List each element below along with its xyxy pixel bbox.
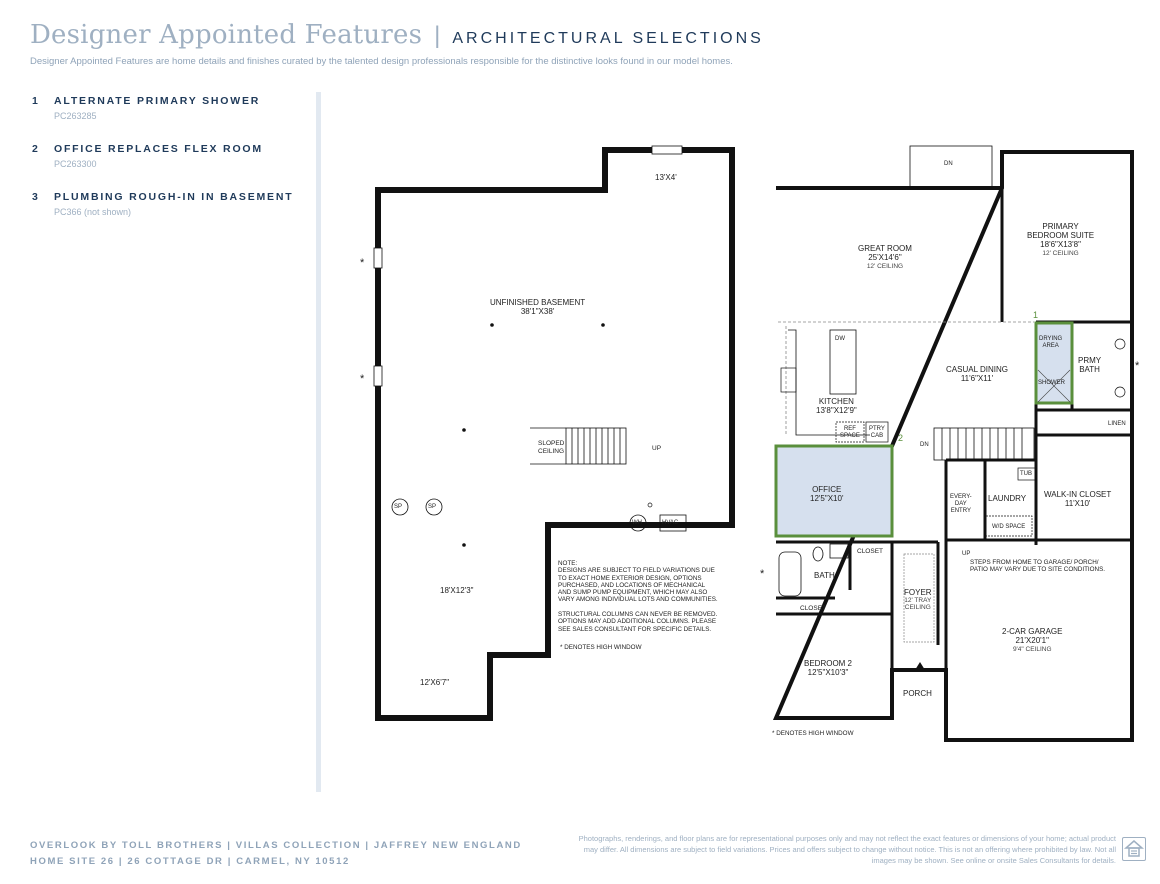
- feature-item: [32, 143, 302, 169]
- high-window-text: DENOTES HIGH WINDOW: [776, 730, 854, 737]
- feature-item: [32, 95, 302, 121]
- basement-window: [652, 146, 682, 154]
- garage-dim: 21'X20'1": [1015, 636, 1049, 645]
- office-label: [810, 485, 843, 503]
- main-stairs: [934, 428, 1034, 460]
- garage-up-label: UP: [962, 551, 971, 557]
- deck-dn: DN: [944, 161, 953, 167]
- basement-window: [374, 366, 382, 386]
- primary-ceiling: 12' CEILING: [1042, 250, 1079, 257]
- high-window-text: DENOTES HIGH WINDOW: [564, 644, 642, 651]
- basement-note: NOTE: DESIGNS ARE SUBJECT TO FIELD VARIATIONS DUE TO EXACT HOME EXTERIOR DESIGN, OPTIONS PURCHASED, AND LOCATIONS OF MECHANICAL AND SUMP PUMP EQUIPMENT, WHICH MAY ALSO VARY AMONG INDIVIDUAL LOTS AND COMMUNITIES. STRUCTURAL COLUMNS CAN NEVER BE REMOVED. OPTIONS MAY ADD ADDITIONAL COLUMNS. PLEASE SEE SALES CONSULTANT FOR SPECIFIC DETAILS.: [558, 560, 718, 633]
- office-name: OFFICE: [812, 485, 842, 494]
- drain: [648, 503, 652, 507]
- floor-plan-area: [330, 130, 1150, 770]
- ptry-cab-label: PTRY CAB: [869, 426, 885, 439]
- header: [30, 20, 1140, 67]
- option-marker-1: 1: [1033, 310, 1039, 320]
- page-description: Designer Appointed Features are home details and finishes curated by the talented design professionals responsible for the distinctive looks found in our model homes.: [30, 56, 733, 67]
- main-high-window-note: * DENOTES HIGH WINDOW: [772, 730, 854, 737]
- basement-area3: 12'X6'7": [420, 678, 450, 687]
- great-room-name: GREAT ROOM: [858, 244, 912, 253]
- basement-dim: 38'1"X38': [520, 307, 555, 316]
- closet2-label: CLOSET: [800, 605, 827, 612]
- feature-code: PC263285: [54, 111, 97, 121]
- bedroom2-label: [804, 659, 852, 677]
- casual-dim: 11'6"X11': [960, 374, 994, 383]
- basement-window: [374, 248, 382, 268]
- garage-label: [1002, 627, 1062, 654]
- interior-walls: [776, 188, 1132, 670]
- casual-name: CASUAL DINING: [946, 365, 1008, 374]
- garage-name: 2-CAR GARAGE: [1002, 627, 1063, 636]
- laundry-label: LAUNDRY: [988, 494, 1027, 503]
- great-room-dim: 25'X14'6": [868, 253, 902, 262]
- bathtub: [779, 552, 801, 596]
- kitchen-counter: [788, 330, 870, 435]
- kitchen-dim: 13'8"X12'9": [816, 406, 857, 415]
- office-dim: 12'5"X10': [810, 494, 844, 503]
- great-room-ceiling: 12' CEILING: [866, 263, 904, 270]
- kitchen-name: KITCHEN: [818, 397, 854, 406]
- range: [781, 368, 796, 392]
- high-window-star: *: [760, 568, 765, 580]
- feature-title: OFFICE REPLACES FLEX ROOM: [54, 143, 263, 155]
- title-separator: |: [434, 22, 441, 49]
- vertical-divider: [316, 92, 321, 792]
- basement-area2: 18'X12'3": [440, 586, 474, 595]
- walk-in-dim: 11'X10': [1064, 499, 1091, 508]
- primary-suite-label: [1027, 222, 1094, 258]
- closet-label: CLOSET: [857, 548, 884, 555]
- footer-community: [30, 838, 522, 870]
- vanity-sink: [1115, 339, 1125, 349]
- vanity-sink: [1115, 387, 1125, 397]
- casual-dining-label: [946, 365, 1008, 383]
- footer-disclaimer: Photographs, renderings, and floor plans are for representational purposes only and may not reflect the exact features or dimensions of your home; actual product may differ. All dimensions are subject to field variations. Prices and offers subject to change without notice. This is not an offering where prohibited by law. Not all images may be shown. See online or onsite Sales Consultants for details.: [578, 834, 1116, 865]
- prmy-bath-label: PRMY BATH: [1078, 356, 1102, 374]
- linen-label: LINEN: [1108, 421, 1126, 427]
- primary-name: PRIMARY BEDROOM SUITE: [1027, 222, 1095, 240]
- porch-label: PORCH: [903, 689, 932, 698]
- shower-highlight: [1036, 323, 1072, 403]
- hvac-label: HVAC: [662, 520, 679, 526]
- wh-label: WH: [632, 520, 642, 526]
- basement-column: [490, 323, 494, 327]
- features-list: [32, 95, 302, 239]
- basement-column: [462, 543, 466, 547]
- high-window-star: *: [1135, 360, 1140, 372]
- page-title: Designer Appointed Features: [30, 20, 423, 50]
- primary-dim: 18'6"X13'8": [1040, 240, 1081, 249]
- basement-up-label: UP: [652, 445, 662, 452]
- high-window-star: *: [360, 257, 365, 269]
- sump-label: SP: [428, 504, 437, 510]
- feature-item: [32, 191, 302, 217]
- equal-housing-icon: [1122, 837, 1146, 861]
- basement-name: UNFINISHED BASEMENT: [490, 298, 586, 307]
- feature-number: 2: [32, 143, 40, 155]
- shower-label: SHOWER: [1038, 380, 1065, 386]
- bath-label: BATH: [814, 571, 835, 580]
- feature-number: 3: [32, 191, 40, 203]
- wd-space-label: W/D SPACE: [992, 524, 1026, 530]
- foyer-name: FOYER: [904, 588, 932, 597]
- feature-title: ALTERNATE PRIMARY SHOWER: [54, 95, 261, 107]
- bedroom2-name: BEDROOM 2: [804, 659, 853, 668]
- page-subtitle: ARCHITECTURAL SELECTIONS: [452, 30, 764, 47]
- foyer-label: [904, 588, 932, 611]
- basement-bump-dim: 13'X4': [655, 173, 677, 182]
- feature-number: 1: [32, 95, 40, 107]
- option-marker-2: 2: [898, 433, 904, 443]
- basement-title: [490, 298, 585, 316]
- basement-column: [462, 428, 466, 432]
- walk-in-name: WALK-IN CLOSET: [1044, 490, 1112, 499]
- steps-note: STEPS FROM HOME TO GARAGE/ PORCH/ PATIO MAY VARY DUE TO SITE CONDITIONS.: [970, 559, 1106, 574]
- high-window-star: *: [360, 373, 365, 385]
- footer-line2: HOME SITE 26 | 26 COTTAGE DR | CARMEL, NY 10512: [30, 856, 350, 867]
- ref-space-label: REF SPACE: [840, 426, 860, 439]
- stairs-dn-label: DN: [920, 442, 929, 448]
- basement-column: [601, 323, 605, 327]
- sump-label: SP: [394, 504, 403, 510]
- dw-label: DW: [835, 336, 845, 342]
- garage-ceiling: 9'4" CEILING: [1012, 646, 1052, 653]
- title-row: [30, 20, 1140, 50]
- toilet: [813, 547, 823, 561]
- basement-high-window-note: * DENOTES HIGH WINDOW: [560, 644, 642, 651]
- kitchen-label: [816, 397, 857, 415]
- walk-in-closet-label: [1044, 490, 1111, 508]
- sloped-ceiling-label: SLOPED CEILING: [538, 440, 565, 455]
- feature-code: PC263300: [54, 159, 97, 169]
- footer-line1: OVERLOOK BY TOLL BROTHERS | VILLAS COLLECTION | JAFFREY NEW ENGLAND: [30, 840, 522, 851]
- feature-code: PC366 (not shown): [54, 207, 132, 217]
- drying-area-label: DRYING AREA: [1039, 336, 1063, 349]
- entry-arrow: [915, 662, 925, 670]
- great-room-label: [858, 244, 912, 271]
- every-day-entry-label: EVERY- DAY ENTRY: [950, 494, 972, 514]
- feature-title: PLUMBING ROUGH-IN IN BASEMENT: [54, 191, 294, 203]
- tub-label: TUB: [1020, 471, 1032, 477]
- foyer-ceiling: 12' TRAY CEILING: [904, 597, 932, 611]
- bedroom2-dim: 12'5"X10'3": [807, 668, 849, 677]
